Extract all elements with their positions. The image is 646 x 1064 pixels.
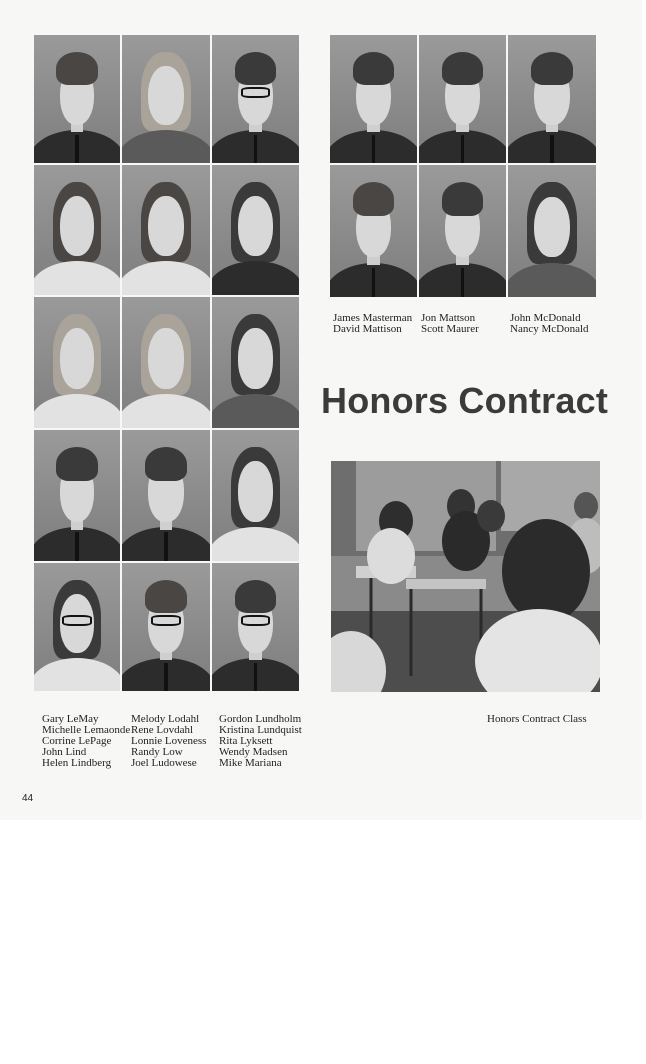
- left-names-col-3: [219, 714, 302, 769]
- right-names-col-2: [421, 313, 479, 335]
- name-label: Lonnie Loveness: [131, 735, 207, 747]
- portrait-corrine-lepage: [34, 297, 120, 428]
- name-label: Jon Mattson: [421, 312, 476, 324]
- right-names-col-1: [333, 313, 412, 335]
- portrait-kristina-lundquist: [212, 165, 299, 295]
- portrait-gordon-lundholm: [212, 35, 299, 163]
- portrait-rene-lovdahl: [122, 165, 210, 295]
- portrait-lonnie-loveness: [122, 297, 210, 428]
- class-photo-caption: Honors Contract Class: [487, 713, 587, 725]
- portrait-jon-mattson: [419, 35, 506, 163]
- portrait-wendy-madsen: [212, 430, 299, 561]
- name-label: Joel Ludowese: [131, 757, 197, 769]
- portrait-nancy-mcdonald: [508, 165, 596, 297]
- portrait-john-mcdonald: [508, 35, 596, 163]
- portrait-michelle-lemaonde: [34, 165, 120, 295]
- portrait-david-mattison: [330, 165, 417, 297]
- name-label: Nancy McDonald: [510, 323, 589, 335]
- section-heading: Honors Contract: [321, 380, 609, 421]
- name-label: Rita Lyksett: [219, 735, 273, 747]
- portrait-helen-lindberg: [34, 563, 120, 691]
- portrait-randy-low: [122, 430, 210, 561]
- page-number: 44: [22, 793, 34, 804]
- class-photo-image: [331, 461, 600, 692]
- name-label: Scott Maurer: [421, 323, 479, 335]
- right-names-col-3: [510, 313, 589, 335]
- name-label: Randy Low: [131, 746, 183, 758]
- left-names-col-2: [131, 714, 206, 769]
- name-label: Melody Lodahl: [131, 713, 200, 725]
- portrait-john-lind: [34, 430, 120, 561]
- name-label: Helen Lindberg: [42, 757, 112, 769]
- name-label: Corrine LePage: [42, 735, 112, 747]
- name-label: John Lind: [42, 746, 87, 758]
- left-names-col-1: [42, 714, 130, 769]
- name-label: John McDonald: [510, 312, 581, 324]
- portrait-scott-maurer: [419, 165, 506, 297]
- name-label: Wendy Madsen: [219, 746, 288, 758]
- name-label: Michelle Lemaonde: [42, 724, 131, 736]
- portrait-gary-lemay: [34, 35, 120, 163]
- honors-contract-class-photo: [331, 461, 600, 692]
- name-label: Gordon Lundholm: [219, 713, 302, 725]
- portrait-rita-lyksett: [212, 297, 299, 428]
- name-label: James Masterman: [333, 312, 413, 324]
- portrait-joel-ludowese: [122, 563, 210, 691]
- portrait-james-masterman: [330, 35, 417, 163]
- name-label: Mike Mariana: [219, 757, 282, 769]
- portrait-mike-mariana: [212, 563, 299, 691]
- name-label: Rene Lovdahl: [131, 724, 194, 736]
- name-label: Gary LeMay: [42, 713, 99, 725]
- name-label: David Mattison: [333, 323, 402, 335]
- name-label: Kristina Lundquist: [219, 724, 302, 736]
- portrait-melody-lodahl: [122, 35, 210, 163]
